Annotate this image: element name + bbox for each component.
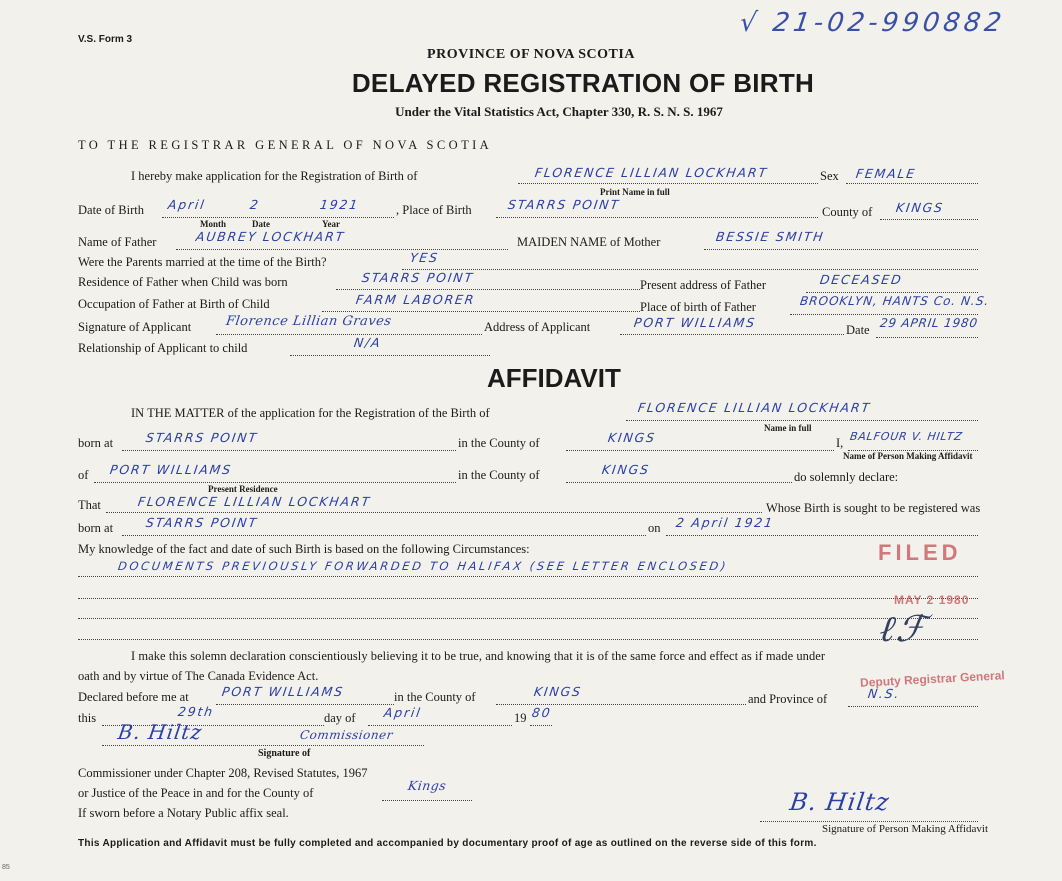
print-name-hint: Print Name in full bbox=[600, 187, 670, 197]
father-birthplace-label: Place of birth of Father bbox=[640, 300, 756, 314]
of-label: of bbox=[78, 468, 89, 482]
in-county-label: in the County of bbox=[458, 436, 540, 450]
circumstances-line-1 bbox=[78, 575, 978, 577]
residence-county-line bbox=[566, 481, 792, 483]
born-at-label: born at bbox=[78, 436, 114, 450]
stamp-signature: ℓℱ bbox=[877, 609, 930, 650]
dob-month: April bbox=[166, 197, 207, 212]
affidavit-child-name: FLORENCE LILLIAN LOCKHART bbox=[636, 400, 872, 415]
commissioner-signature: B. Hiltz bbox=[116, 720, 204, 744]
county-label: County of bbox=[822, 205, 873, 219]
father-occupation-label: Occupation of Father at Birth of Child bbox=[78, 297, 270, 311]
that-line bbox=[106, 511, 762, 513]
county-line bbox=[880, 218, 978, 220]
applicant-signature: Florence Lillian Graves bbox=[224, 314, 393, 329]
commissioner-signature-line bbox=[102, 744, 424, 746]
born-at2-label: born at bbox=[78, 521, 114, 535]
matter-label: IN THE MATTER of the application for the Registration of the Birth of bbox=[131, 406, 490, 420]
mother-value: BESSIE SMITH bbox=[714, 229, 826, 244]
place-of-birth-value: STARRS POINT bbox=[506, 197, 621, 212]
deponent-hint: Name of Person Making Affidavit bbox=[843, 451, 973, 461]
province-line bbox=[848, 705, 978, 707]
month-line bbox=[368, 724, 512, 726]
mother-label: MAIDEN NAME of Mother bbox=[517, 235, 661, 249]
born-on-value: 2 April 1921 bbox=[674, 515, 775, 530]
born-at2-value: STARRS POINT bbox=[144, 515, 259, 530]
place-of-birth-label: , Place of Birth bbox=[396, 203, 472, 217]
signature-label: Signature of Applicant bbox=[78, 320, 192, 334]
declaration-line-2: oath and by virtue of The Canada Evidence Act. bbox=[78, 669, 319, 683]
justice-line: or Justice of the Peace in and for the County of bbox=[78, 786, 314, 800]
residence-hint: Present Residence bbox=[208, 484, 278, 494]
justice-county-line bbox=[382, 799, 472, 801]
knowledge-label: My knowledge of the fact and date of such Birth is based on the following Circumstances: bbox=[78, 542, 530, 556]
year-line bbox=[530, 724, 552, 726]
sex-line bbox=[846, 182, 978, 184]
date-hint: Date bbox=[252, 219, 270, 229]
margin-code: 85 bbox=[2, 864, 10, 871]
father-occupation-value: FARM LABORER bbox=[354, 292, 477, 307]
declaration-line-1: I make this solemn declaration conscientiously believing it to be true, and knowing that it is of the same force and effect as if made under bbox=[131, 649, 826, 663]
relationship-value: N/A bbox=[352, 335, 383, 350]
father-label: Name of Father bbox=[78, 235, 157, 249]
notary-line: If sworn before a Notary Public affix seal. bbox=[78, 806, 289, 820]
father-occupation-line bbox=[322, 310, 640, 312]
name-in-full-hint: Name in full bbox=[764, 423, 812, 433]
child-name-value: FLORENCE LILLIAN LOCKHART bbox=[533, 165, 769, 180]
commissioner-title: Commissioner bbox=[299, 728, 394, 742]
circumstances-value: DOCUMENTS PREVIOUSLY FORWARDED TO HALIFAX (SEE LETTER ENCLOSED) bbox=[117, 559, 729, 573]
born-at-value: STARRS POINT bbox=[144, 430, 259, 445]
application-date-line bbox=[876, 336, 978, 338]
form-title: DELAYED REGISTRATION OF BIRTH bbox=[351, 68, 815, 98]
relationship-label: Relationship of Applicant to child bbox=[78, 341, 248, 355]
father-value: AUBREY LOCKHART bbox=[194, 229, 347, 244]
born-county-value: KINGS bbox=[606, 430, 657, 445]
dob-line bbox=[162, 216, 394, 218]
that-label: That bbox=[78, 498, 101, 512]
deponent-signature-line bbox=[760, 820, 978, 822]
father-present-value: DECEASED bbox=[818, 272, 904, 287]
father-birthplace-line bbox=[790, 313, 978, 315]
declared-label: Declared before me at bbox=[78, 690, 189, 704]
to-registrar-line: TO THE REGISTRAR GENERAL OF NOVA SCOTIA bbox=[78, 138, 493, 152]
this-label: this bbox=[78, 711, 97, 725]
born-at2-line bbox=[122, 534, 646, 536]
dob-label: Date of Birth bbox=[78, 203, 144, 217]
deponent-name: BALFOUR V. HILTZ bbox=[849, 430, 964, 443]
residence-county-value: KINGS bbox=[600, 462, 651, 477]
declared-county-value: KINGS bbox=[532, 684, 583, 699]
born-at-line bbox=[122, 449, 456, 451]
i-label: I, bbox=[836, 436, 844, 450]
affidavit-title: AFFIDAVIT bbox=[487, 363, 621, 393]
that-name: FLORENCE LILLIAN LOCKHART bbox=[136, 494, 372, 509]
sex-value: FEMALE bbox=[854, 166, 918, 181]
circumstances-line-3 bbox=[78, 617, 978, 619]
residence-value: PORT WILLIAMS bbox=[108, 462, 234, 477]
province-label: and Province of bbox=[748, 692, 828, 706]
date-label: Date bbox=[846, 323, 870, 337]
commissioner-line: Commissioner under Chapter 208, Revised Statutes, 1967 bbox=[78, 766, 368, 780]
declared-county-label: in the County of bbox=[394, 690, 476, 704]
filed-stamp-registrar: Deputy Registrar General bbox=[859, 668, 1005, 690]
form-subtitle: Under the Vital Statistics Act, Chapter 330, R. S. N. S. 1967 bbox=[395, 104, 723, 119]
residence-county-label: in the County of bbox=[458, 468, 540, 482]
circumstances-line-4 bbox=[78, 638, 978, 640]
declared-at-line bbox=[216, 703, 394, 705]
year-hint: Year bbox=[322, 219, 340, 229]
county-value: KINGS bbox=[894, 200, 945, 215]
address-line bbox=[620, 333, 844, 335]
deponent-signature-hint: Signature of Person Making Affidavit bbox=[822, 823, 988, 835]
signature-of-hint: Signature of bbox=[258, 748, 311, 759]
father-present-line bbox=[806, 291, 978, 293]
dob-year: 1921 bbox=[318, 197, 361, 212]
sex-label: Sex bbox=[820, 169, 839, 183]
filed-stamp-date: MAY 2 1980 bbox=[894, 593, 970, 607]
father-present-label: Present address of Father bbox=[640, 278, 767, 292]
married-value: YES bbox=[408, 250, 440, 265]
applicant-signature-line bbox=[216, 333, 482, 335]
declare-label: do solemnly declare: bbox=[794, 470, 899, 484]
place-of-birth-line bbox=[496, 216, 818, 218]
reference-number: √ 21-02-990882 bbox=[737, 8, 1008, 38]
married-label: Were the Parents married at the time of the Birth? bbox=[78, 255, 327, 269]
married-line bbox=[402, 268, 978, 270]
day-value: 29th bbox=[176, 704, 215, 719]
deponent-signature: B. Hiltz bbox=[788, 788, 892, 816]
born-county-line bbox=[566, 449, 834, 451]
month-value: April bbox=[382, 705, 423, 720]
declared-at-value: PORT WILLIAMS bbox=[220, 684, 346, 699]
father-residence-label: Residence of Father when Child was born bbox=[78, 275, 288, 289]
born-on-line bbox=[666, 534, 978, 536]
on-label: on bbox=[648, 521, 661, 535]
month-hint: Month bbox=[200, 219, 227, 229]
child-name-line bbox=[518, 182, 818, 184]
relationship-line bbox=[290, 354, 490, 356]
filed-stamp: FILED bbox=[878, 540, 962, 565]
address-value: PORT WILLIAMS bbox=[632, 315, 758, 330]
year-suffix: 80 bbox=[530, 705, 553, 720]
year-prefix: 19 bbox=[514, 711, 527, 725]
father-residence-value: STARRS POINT bbox=[360, 270, 475, 285]
footer-note: This Application and Affidavit must be fully completed and accompanied by documentary proof of age as outlined on the reverse side of this form. bbox=[78, 838, 817, 849]
justice-county: Kings bbox=[406, 778, 448, 793]
affidavit-child-line bbox=[626, 419, 978, 421]
day-of-label: day of bbox=[324, 711, 356, 725]
form-number: V.S. Form 3 bbox=[78, 34, 133, 45]
father-line bbox=[176, 248, 508, 250]
intro-label: I hereby make application for the Registration of Birth of bbox=[131, 169, 418, 183]
residence-line bbox=[94, 481, 456, 483]
whose-birth-label: Whose Birth is sought to be registered was bbox=[766, 501, 981, 515]
province-heading: PROVINCE OF NOVA SCOTIA bbox=[427, 47, 635, 62]
dob-date: 2 bbox=[248, 197, 261, 212]
address-label: Address of Applicant bbox=[484, 320, 591, 334]
father-birthplace-value: BROOKLYN, HANTS Co. N.S. bbox=[799, 294, 991, 308]
province-value: N.S. bbox=[866, 686, 902, 701]
circumstances-line-2 bbox=[78, 597, 978, 599]
father-residence-line bbox=[336, 288, 640, 290]
mother-line bbox=[704, 248, 978, 250]
application-date: 29 APRIL 1980 bbox=[879, 316, 979, 330]
